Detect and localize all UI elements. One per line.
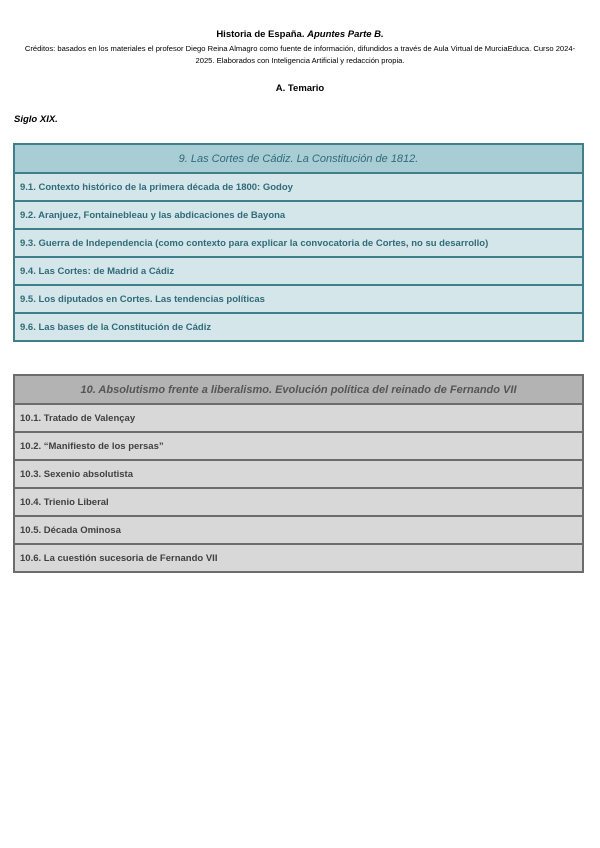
credits-text: Créditos: basados en los materiales el profesor Diego Reina Almagro como fuente de información, difundidos a través de Aula Virtual de MurciaEduca. Curso 2024-2025. Elaborados con Inteligencia Artificial y redacción propia. — [24, 44, 576, 65]
topic-9-item: 9.6. Las bases de la Constitución de Cádiz — [14, 313, 583, 341]
topic-10-heading: 10. Absolutismo frente a liberalismo. Evolución política del reinado de Fernando VII — [14, 375, 583, 404]
topic-10-table — [13, 374, 584, 573]
topic-10-item: 10.3. Sexenio absolutista — [14, 460, 583, 488]
topic-9-item: 9.2. Aranjuez, Fontainebleau y las abdicaciones de Bayona — [14, 201, 583, 229]
document-title — [0, 29, 600, 40]
topic-9-table — [13, 143, 584, 342]
topic-9-item: 9.5. Los diputados en Cortes. Las tendencias políticas — [14, 285, 583, 313]
title-main: Historia de España. — [216, 29, 305, 40]
section-heading: A. Temario — [275, 83, 325, 94]
topic-10-item: 10.4. Trienio Liberal — [14, 488, 583, 516]
century-label: Siglo XIX. — [14, 114, 58, 125]
topic-9-item: 9.1. Contexto histórico de la primera década de 1800: Godoy — [14, 173, 583, 201]
topic-9-item: 9.4. Las Cortes: de Madrid a Cádiz — [14, 257, 583, 285]
topic-10-item: 10.6. La cuestión sucesoria de Fernando VII — [14, 544, 583, 572]
topic-9-heading: 9. Las Cortes de Cádiz. La Constitución de 1812. — [14, 144, 583, 173]
topic-10-item: 10.2. “Manifiesto de los persas” — [14, 432, 583, 460]
topic-9-item: 9.3. Guerra de Independencia (como contexto para explicar la convocatoria de Cortes, no su desarrollo) — [14, 229, 583, 257]
topic-10-item: 10.5. Década Ominosa — [14, 516, 583, 544]
title-italic: Apuntes Parte B. — [307, 29, 384, 40]
topic-10-item: 10.1. Tratado de Valençay — [14, 404, 583, 432]
